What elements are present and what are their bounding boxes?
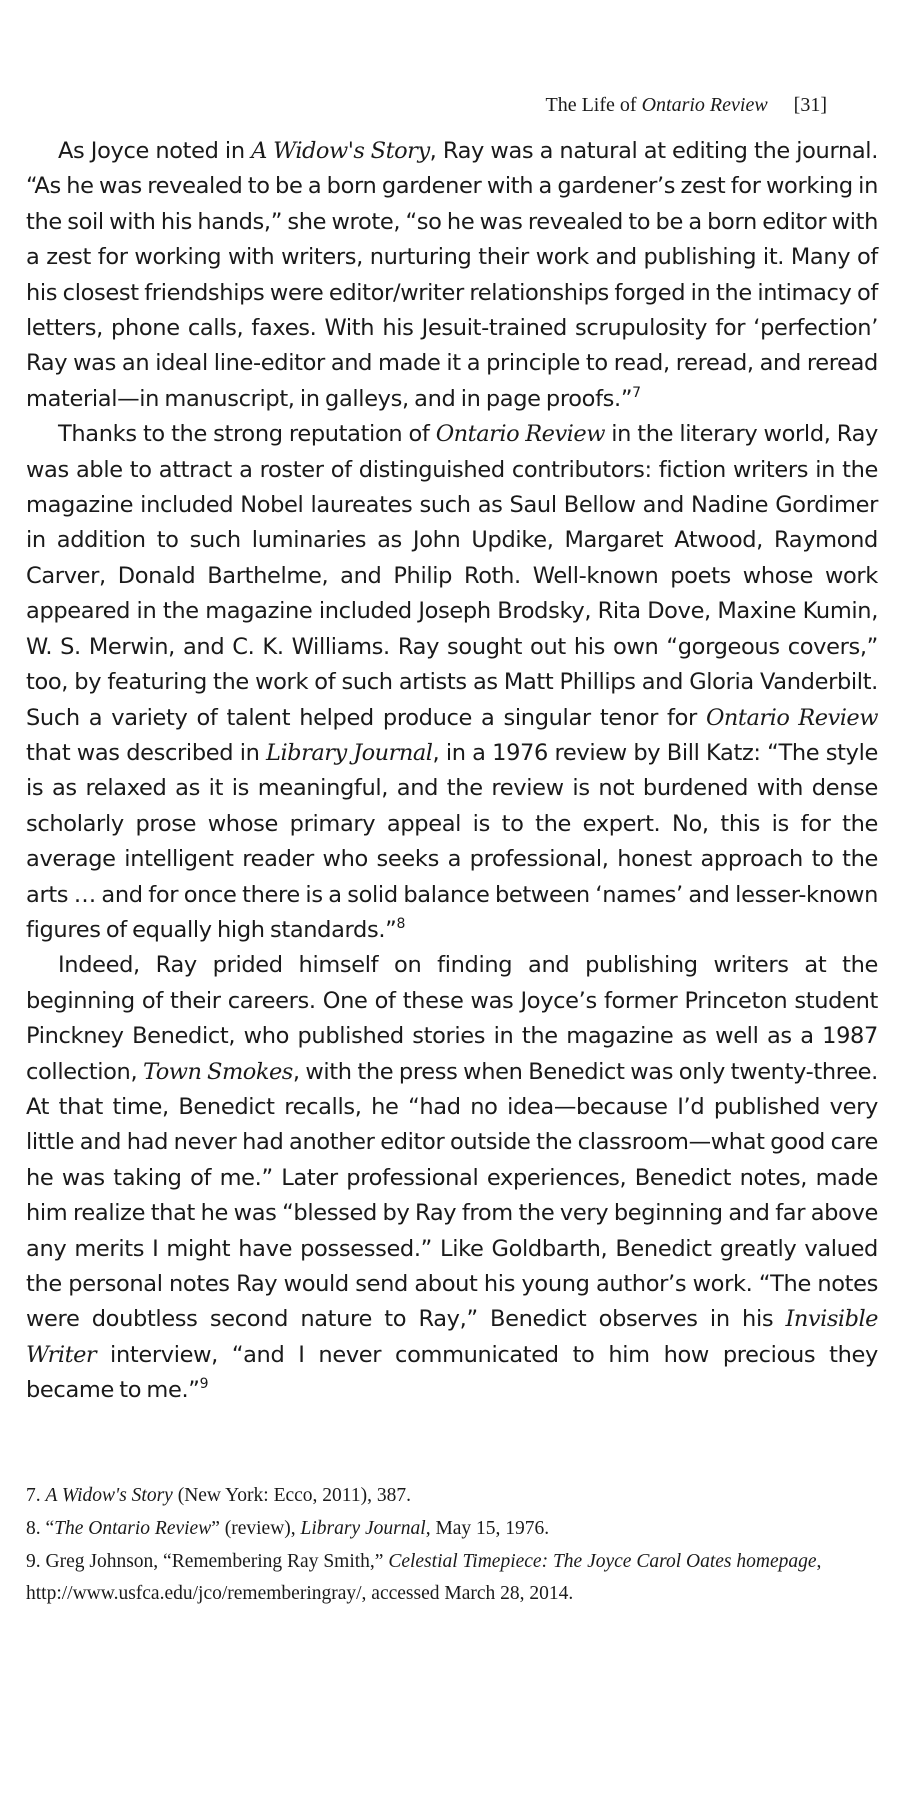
p2-text-4: , in a 1976 review by Bill Katz: “The style is as relaxed as it is meaningful, and the review is not burdened with dense scholarly prose whose primary appeal is to the expert. No, this is for the average intelligent reader who seeks a professional, honest approach to the arts … and for once there is a solid balance between ‘names’ and lesser-known figures of equally high standards.”	[26, 739, 879, 943]
p1-text-1: As Joyce noted in	[58, 138, 252, 164]
footnote-9-text-1: Greg Johnson, “Remembering Ray Smith,”	[45, 1551, 389, 1572]
footnote-ref-7: 7	[632, 384, 641, 401]
p3-text-1: Indeed, Ray prided himself on finding and publishing writers at the beginning of their careers. One of these was Joyce’s former Princeton student Pinckney Benedict, who published stories in the magazine as well as a 1987 collection,	[26, 952, 878, 1085]
p2-italic-title-1: Ontario Review	[435, 421, 605, 448]
paragraph-3	[26, 948, 878, 1408]
p2-text-1: Thanks to the strong reputation of	[58, 421, 436, 448]
footnote-9-site: Celestial Timepiece: The Joyce Carol Oates homepage	[388, 1551, 817, 1572]
p2-italic-title-3: Library Journal	[266, 739, 433, 766]
footnote-8-open-quote: “	[45, 1518, 55, 1539]
footnote-8-journal: Library Journal	[300, 1518, 426, 1539]
running-head	[546, 94, 828, 117]
footnote-9-number: 9.	[26, 1551, 46, 1572]
p3-italic-title-1: Town Smokes	[142, 1058, 293, 1085]
footnote-7-number: 7.	[26, 1485, 46, 1506]
footnote-7-title: A Widow's Story	[45, 1485, 173, 1506]
p2-text-3: that was described in	[26, 739, 267, 766]
footnote-8-number: 8.	[26, 1518, 46, 1539]
footnote-7	[26, 1480, 878, 1512]
p2-text-2: in the literary world, Ray was able to attract a roster of distinguished contributors: fiction writers in the magazine included Nobel laureates such as Saul Bellow and Nadine Gordimer in addition to such luminaries as John Updike, Margaret Atwood, Raymond Carver, Donald Barthelme, and Philip Roth. Well-known poets whose work appeared in the magazine included Joseph Brodsky, Rita Dove, Maxine Kumin, W. S. Merwin, and C. K. Williams. Ray sought out his own “gorgeous covers,” too, by featuring the work of such artists as Matt Phillips and Gloria Vanderbilt. Such a variety of talent helped produce a singular tenor for	[26, 421, 878, 731]
body-text	[26, 134, 878, 1409]
footnote-8-title: The Ontario Review	[54, 1518, 212, 1539]
running-head-title-italic: Ontario Review	[641, 94, 768, 116]
p3-italic-title-2: Invisible Writer	[26, 1306, 878, 1368]
paragraph-1	[26, 134, 878, 417]
footnote-9-text-2: , http://www.usfca.edu/jco/rememberingray/, accessed March 28, 2014.	[26, 1551, 822, 1604]
footnote-ref-8: 8	[396, 915, 406, 932]
paragraph-2	[26, 417, 878, 948]
footnote-9	[26, 1546, 878, 1610]
p2-italic-title-2: Ontario Review	[705, 704, 878, 731]
footnote-8	[26, 1513, 878, 1545]
footnote-7-text: (New York: Ecco, 2011), 387.	[172, 1485, 411, 1506]
footnotes	[26, 1480, 878, 1611]
running-head-title-prefix: The Life of	[545, 94, 642, 116]
p3-text-2: , with the press when Benedict was only twenty-three. At that time, Benedict recalls, he “had no idea—because I’d published very little and had never had another editor outside the classroom—what good care he was taking of me.” Later professional experiences, Benedict notes, made him realize that he was “blessed by Ray from the very beginning and far above any merits I might have possessed.” Like Goldbarth, Benedict greatly valued the personal notes Ray would send about his young author’s work. “The notes were doubtless second nature to Ray,” Benedict observes in his	[26, 1058, 878, 1333]
footnote-8-text-1: ” (review),	[211, 1518, 301, 1539]
page-number: [31]	[793, 94, 827, 116]
footnote-ref-9: 9	[199, 1376, 209, 1393]
p1-text-2: , Ray was a natural at editing the journal. “As he was revealed to be a born gardener with a gardener’s zest for working in the soil with his hands,” she wrote, “so he was revealed to be a born editor with a zest for working with writers, nurturing their work and publishing it. Many of his closest friendships were editor/writer relationships forged in the intimacy of letters, phone calls, faxes. With his Jesuit-trained scrupulosity for ‘perfection’ Ray was an ideal line-editor and made it a principle to read, reread, and reread material—in manuscript, in galleys, and in page proofs.”	[26, 138, 879, 412]
p3-text-3: interview, “and I never communicated to him how precious they became to me.”	[26, 1341, 878, 1404]
p1-italic-title: A Widow's Story	[251, 138, 430, 164]
footnote-8-text-2: , May 15, 1976.	[425, 1518, 550, 1539]
